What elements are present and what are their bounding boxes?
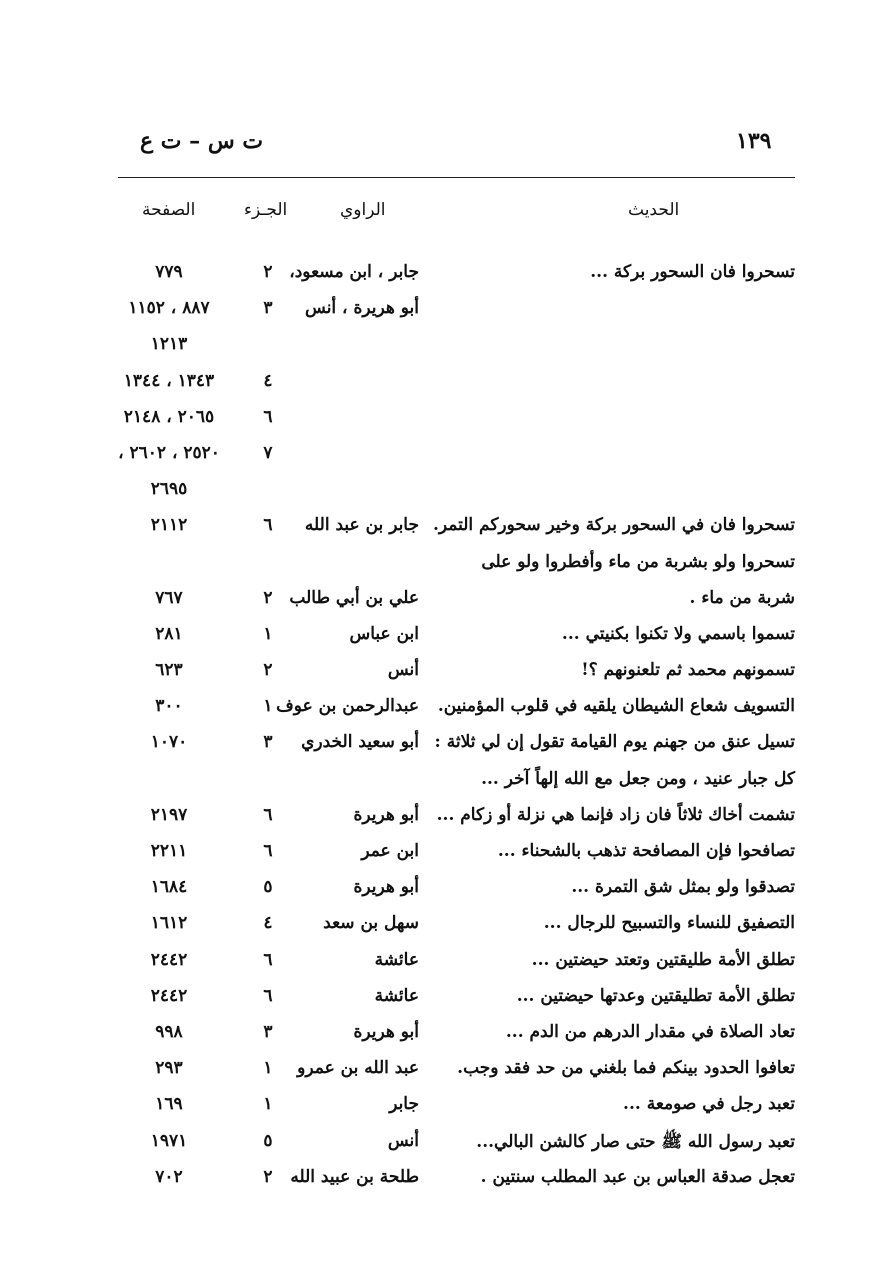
cell-hadith: تسحروا فان في السحور بركة وخير سحوركم التمر. [432, 515, 795, 536]
cell-juz: ٢ [263, 660, 273, 681]
cell-hadith: تسيل عنق من جهنم يوم القيامة تقول إن لي ثلاثة : [434, 732, 795, 753]
table-row [0, 584, 891, 620]
cell-page: ١٩٧١ [150, 1130, 188, 1151]
cell-hadith: تسموا باسمي ولا تكنوا بكنيتي ... [561, 623, 795, 644]
cell-page: ٢٤٤٢ [150, 949, 188, 970]
cell-hadith: تعافوا الحدود بينكم فما بلغني من حد فقد وجب. [457, 1058, 795, 1079]
cell-juz: ٣ [263, 298, 273, 319]
table-row [0, 656, 891, 692]
page-range-header: ت س – ت ع [140, 128, 264, 154]
table-row [0, 837, 891, 873]
cell-juz: ٦ [263, 985, 273, 1006]
cell-hadith: تسحروا فان السحور بركة ... [590, 262, 795, 282]
cell-page: ٨٨٧ ، ١١٥٢ [128, 298, 210, 319]
cell-page: ٢١١٢ [150, 515, 188, 536]
cell-page: ٣٠٠ [155, 696, 183, 717]
cell-juz: ٦ [263, 841, 273, 861]
cell-page: ٩٩٨ [155, 1021, 183, 1042]
table-row [0, 946, 891, 982]
cell-page: ١٦١٢ [150, 913, 188, 934]
cell-page: ٧٦٧ [155, 587, 183, 608]
cell-page: ٢٢١١ [150, 841, 188, 861]
cell-hadith: تسمونهم محمد ثم تلعنونهم ؟! [581, 660, 795, 681]
cell-hadith: تعبد رجل في صومعة ... [623, 1094, 795, 1115]
cell-page: ٢٥٢٠ ، ٢٦٠٢ ، [118, 442, 220, 463]
cell-page: ٢١٩٧ [150, 804, 188, 825]
cell-page: ٢٠٦٥ ، ٢١٤٨ [123, 406, 215, 427]
cell-rawi: سهل بن سعد [323, 913, 419, 934]
cell-hadith: تصافحوا فإن المصافحة تذهب بالشحناء ... [497, 841, 795, 861]
cell-hadith: شربة من ماء . [689, 587, 795, 608]
cell-rawi: أنس [387, 1130, 419, 1151]
cell-rawi: أنس [387, 660, 419, 681]
cell-juz: ٦ [263, 804, 273, 825]
cell-page: ٢٤٤٢ [150, 985, 188, 1006]
cell-rawi: عائشة [374, 949, 419, 970]
cell-page: ١٠٧٠ [150, 732, 188, 753]
table-row [0, 1018, 891, 1054]
table-row [0, 620, 891, 656]
table-row [0, 728, 891, 764]
cell-juz: ٢ [263, 587, 273, 608]
table-row [0, 1163, 891, 1199]
column-header-juz: الجـزء [244, 200, 288, 220]
table-row [0, 367, 891, 403]
cell-rawi: عائشة [374, 985, 419, 1006]
cell-juz: ١ [263, 1094, 273, 1115]
cell-page: ٧٧٩ [155, 262, 183, 282]
hadith-table [0, 258, 891, 1199]
cell-hadith: تعاد الصلاة في مقدار الدرهم من الدم ... [505, 1021, 795, 1042]
cell-hadith: تطلق الأمة تطليقتين وعدتها حيضتين ... [516, 985, 795, 1006]
cell-juz: ٦ [263, 406, 273, 427]
cell-hadith: تشمت أخاك ثلاثاً فان زاد فإنما هي نزلة أو زكام ... [436, 804, 795, 825]
cell-hadith: التسويف شعاع الشيطان يلقيه في قلوب المؤمنين. [437, 696, 795, 717]
cell-page: ١٦٨٤ [150, 877, 188, 898]
cell-juz: ٦ [263, 949, 273, 970]
column-header-rawi: الراوي [340, 200, 386, 220]
cell-rawi: جابر ، ابن مسعود، [289, 262, 419, 282]
cell-juz: ٤ [263, 913, 273, 934]
cell-rawi: عبد الله بن عمرو [297, 1058, 419, 1079]
cell-rawi: ابن عمر [361, 841, 419, 861]
column-header-page: الصفحة [142, 200, 196, 220]
cell-rawi: أبو هريرة [353, 877, 419, 898]
table-row [0, 511, 891, 547]
header-rule [118, 177, 795, 178]
cell-hadith: تسحروا ولو بشربة من ماء وأفطروا ولو على [481, 551, 795, 572]
cell-rawi: علي بن أبي طالب [289, 587, 419, 608]
cell-rawi: طلحة بن عبيد الله [290, 1166, 419, 1187]
cell-rawi: جابر بن عبد الله [304, 515, 419, 536]
page-number: ١٣٩ [736, 128, 772, 154]
table-row [0, 765, 891, 801]
table-row [0, 548, 891, 584]
column-header-hadith: الحديث [628, 200, 680, 220]
cell-juz: ٥ [263, 877, 273, 898]
table-row [0, 1090, 891, 1126]
cell-page: ٢٨١ [155, 623, 183, 644]
cell-hadith: تطلق الأمة طليقتين وتعتد حيضتين ... [531, 949, 795, 970]
cell-page: ٦٢٣ [155, 660, 183, 681]
cell-juz: ٦ [263, 515, 273, 536]
cell-juz: ٢ [263, 1166, 273, 1187]
cell-hadith: تصدقوا ولو بمثل شق التمرة ... [571, 877, 795, 898]
cell-juz: ١ [263, 623, 273, 644]
cell-page: ١٢١٣ [150, 334, 188, 355]
cell-juz: ١ [263, 1058, 273, 1079]
cell-rawi: أبو هريرة ، أنس [305, 298, 419, 319]
table-row [0, 330, 891, 366]
cell-page: ٢٦٩٥ [150, 479, 188, 500]
cell-page: ٢٩٣ [155, 1058, 183, 1079]
table-row [0, 873, 891, 909]
cell-juz: ٣ [263, 732, 273, 753]
cell-juz: ٣ [263, 1021, 273, 1042]
table-row [0, 909, 891, 945]
table-row [0, 258, 891, 294]
cell-juz: ٢ [263, 262, 273, 282]
table-row [0, 692, 891, 728]
cell-page: ١٣٤٣ ، ١٣٤٤ [123, 370, 215, 391]
cell-page: ٧٠٢ [155, 1166, 183, 1187]
table-row [0, 1127, 891, 1163]
cell-hadith: كل جبار عنيد ، ومن جعل مع الله إلهاً آخر ... [481, 768, 795, 789]
cell-hadith: تعبد رسول الله ﷺ حتى صار كالشن البالي... [476, 1131, 795, 1152]
table-row [0, 475, 891, 511]
cell-juz: ٧ [263, 442, 273, 463]
cell-rawi: أبو هريرة [353, 804, 419, 825]
cell-page: ١٦٩ [155, 1094, 183, 1115]
cell-rawi: عبدالرحمن بن عوف [276, 696, 419, 717]
cell-juz: ٤ [263, 370, 273, 391]
cell-rawi: أبو هريرة [353, 1021, 419, 1042]
table-row [0, 403, 891, 439]
table-row [0, 1054, 891, 1090]
cell-hadith: تعجل صدقة العباس بن عبد المطلب سنتين . [480, 1166, 795, 1187]
cell-rawi: أبو سعيد الخدري [301, 732, 419, 753]
table-row [0, 439, 891, 475]
table-row [0, 294, 891, 330]
table-row [0, 801, 891, 837]
cell-juz: ١ [263, 696, 273, 717]
cell-rawi: ابن عباس [349, 623, 419, 644]
cell-rawi: جابر [389, 1094, 419, 1115]
cell-hadith: التصفيق للنساء والتسبيح للرجال ... [543, 913, 795, 934]
cell-juz: ٥ [263, 1130, 273, 1151]
table-row [0, 982, 891, 1018]
